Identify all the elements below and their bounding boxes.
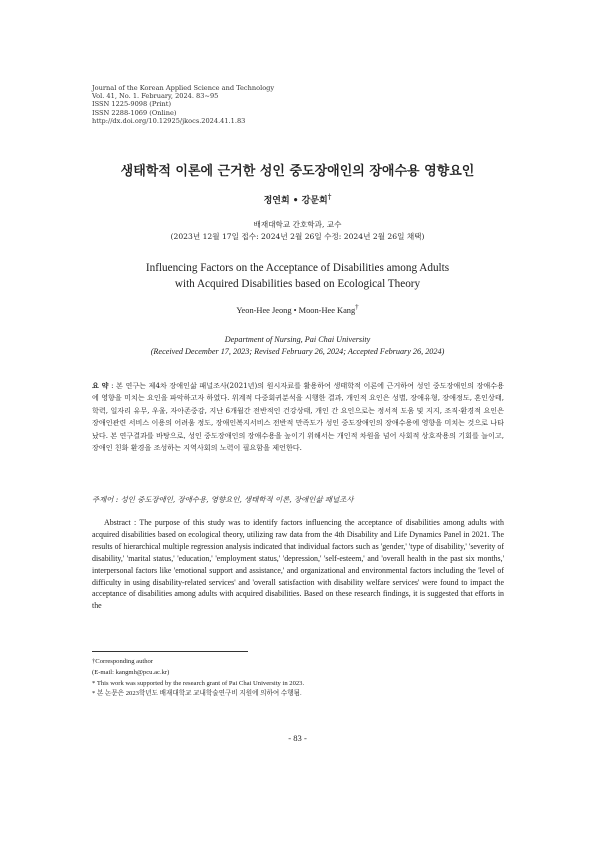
abstract-english [92,517,504,612]
journal-issn-print: ISSN 1225-9098 (Print) [92,100,172,109]
abstract-english-text: : The purpose of this study was to identify factors influencing the acceptance of disabilities among adults with acquired disabilities based on ecological theory, utilizing raw data from the 4th Disability and Life Dynamics Panel in 2021. The results of hierarchical multiple regression analysis indicated that individual factors such as 'gender,' 'type of disability,' 'severity of disability,' 'marital status,' 'education,' 'employment status,' 'depression,' 'self-esteem,' and 'overall health in the past six months,' interpersonal factors like 'emotional support and assistance,' and organizational and environmental factors including the 'level of difficulty in using disability-related services' and 'overall satisfaction with disability welfare services' were found to impact the acceptance of disabilities among adults with acquired disabilities. Based on these research findings, it is suggested that efforts in the [92,518,504,611]
corresponding-mark-en: † [355,303,359,312]
title-english-line2: with Acquired Disabilities based on Ecological Theory [174,278,421,290]
authors-korean-names: 정연희 • 강문희 [263,196,328,206]
corresponding-mark-ko: † [327,192,332,201]
title-korean: 생태학적 이론에 근거한 성인 중도장애인의 장애수용 영향요인 [120,164,475,179]
footnote-grant-ko: * 본 논문은 2023학년도 배재대학교 교내학술연구비 지원에 의하여 수행됨. [92,690,302,698]
title-english [0,260,595,292]
dates-korean: (2023년 12월 17일 접수: 2024년 2월 26일 수정: 2024년 2월 26일 채택) [170,232,425,241]
abstract-korean-label: 요 약 [92,381,109,390]
affiliation-korean-block [0,219,595,243]
journal-info [92,84,274,125]
footnote-grant-en: * This work was supported by the research grant of Pai Chai University in 2023. [92,679,305,687]
journal-issn-online: ISSN 2288-1069 (Online) [92,108,177,117]
affiliation-korean: 배재대학교 간호학과, 교수 [253,220,342,229]
affiliation-english: Department of Nursing, Pai Chai University [224,335,371,344]
journal-doi-link[interactable]: http://dx.doi.org/10.12925/jkocs.2024.41.1.83 [92,116,246,125]
page-number: - 83 - [288,733,307,743]
abstract-english-label: Abstract [104,518,131,527]
dates-english: (Received December 17, 2023; Revised February 26, 2024; Accepted February 26, 2024) [150,347,445,356]
abstract-korean-text: : 본 연구는 제4차 장애인삶 패널조사(2021년)의 원시자료를 활용하여 생태학적 이론에 근거하여 성인 중도장애인의 장애수용에 영향을 미치는 요인을 파악하고자 하였다. 위계적 다중회귀분석을 시행한 결과, 개인적 요인은 성별, 장애유형, 장애정도, 혼인상태, 학력, 일자리 유무, 우울, 자아존중감, 지난 6개월간 전반적인 건강상태, 개인 간 요인으로는 정서적 도움 및 지지, 조직·환경적 요인은 장애인관련 서비스 이용의 어려움 정도, 장애인복지서비스 전반적 만족도가 성인 중도장애인의 장애수용에 영향을 미치는 것으로 나타났다. 본 연구결과를 바탕으로, 성인 중도장애인의 장애수용을 높이기 위해서는 개인적 차원을 넘어 사회적 상호작용의 기회를 늘이고, 장애인 친화 환경을 조성하는 지역사회의 노력이 필요함을 제언한다. [92,381,504,453]
footnotes [92,657,304,700]
keywords-korean: 주제어 : 성인 중도장애인, 장애수용, 영향요인, 생태학적 이론, 장애인삶 패널조사 [92,495,354,504]
authors-korean [0,193,595,206]
authors-english [0,303,595,315]
journal-volume: Vol. 41, No. 1. February, 2024. 83~95 [92,92,219,101]
journal-name: Journal of the Korean Applied Science and Technology [92,84,275,92]
footnote-email: (E-mail: kangmh@pcu.ac.kr) [92,668,170,676]
affiliation-english-block [0,334,595,358]
authors-english-names: Yeon-Hee Jeong • Moon-Hee Kang [236,306,356,315]
footnote-divider [92,651,248,652]
abstract-korean [92,380,504,454]
footnote-corresponding: †Corresponding author [92,658,153,665]
title-english-line1: Influencing Factors on the Acceptance of Disabilities among Adults [145,262,450,274]
